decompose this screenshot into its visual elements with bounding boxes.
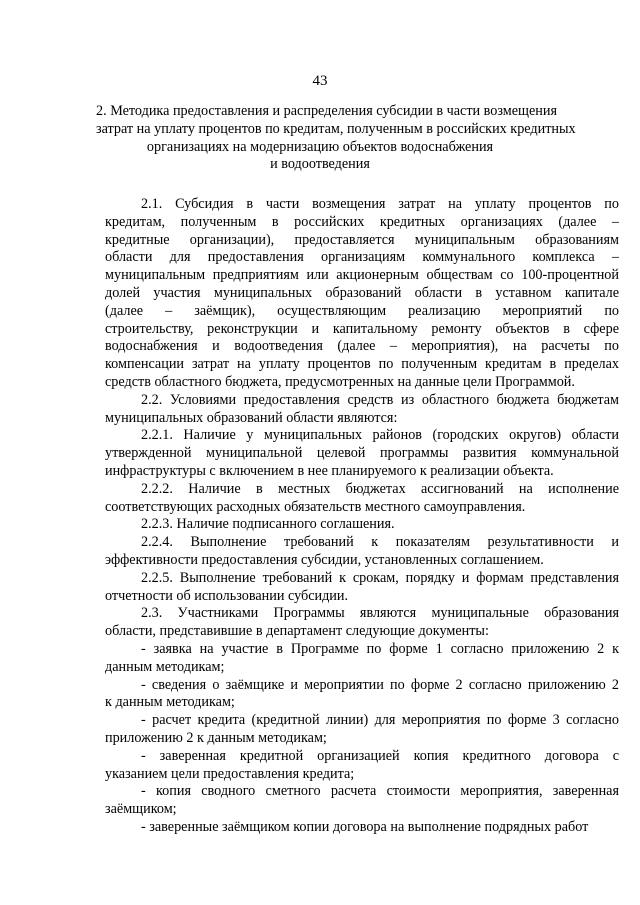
document-body xyxy=(105,196,619,837)
section-title xyxy=(96,103,576,174)
paragraph-line: 2.2. Условиями предоставления средств из областного бюджета бюджетам xyxy=(141,391,619,408)
paragraph xyxy=(105,516,619,534)
paragraph-line: инфраструктуры с включением в нее планируемого к реализации объекта. xyxy=(105,462,554,479)
paragraph-line: строительству, реконструкции и капитальному ремонту объектов в сфере xyxy=(105,320,619,337)
section-title-line: и водоотведения xyxy=(270,156,370,173)
paragraph-line: указанием цели предоставления кредита; xyxy=(105,765,355,782)
paragraph-line: - сведения о заёмщике и мероприятии по форме 2 согласно приложению 2 xyxy=(141,676,619,693)
paragraph-line: муниципальных образований области являются: xyxy=(105,409,398,426)
paragraph-line: отчетности об использовании субсидии. xyxy=(105,587,349,604)
paragraph xyxy=(105,819,619,837)
paragraph-line: водоснабжения и водоотведения (далее – мероприятия), на расчеты по xyxy=(105,338,619,355)
paragraph-line: 2.2.4. Выполнение требований к показателям результативности и xyxy=(141,534,619,551)
paragraph xyxy=(105,196,619,392)
paragraph-line: заёмщиком; xyxy=(105,801,177,818)
paragraph-line: 2.1. Субсидия в части возмещения затрат на уплату процентов по xyxy=(141,196,619,212)
paragraph xyxy=(105,783,619,819)
paragraph-line: области, представившие в департамент следующие документы: xyxy=(105,623,489,640)
paragraph-line: области для предоставления организациям коммунального комплекса – xyxy=(105,249,619,266)
paragraph xyxy=(105,641,619,677)
paragraph-line: муниципальным предприятиям или акционерным обществам со 100-процентной xyxy=(105,267,619,284)
paragraph-line: соответствующих расходных обязательств местного самоуправления. xyxy=(105,498,526,515)
paragraph-line: к данным методикам; xyxy=(105,694,235,711)
paragraph-line: - заверенные заёмщиком копии договора на выполнение подрядных работ xyxy=(141,818,589,835)
paragraph-line: компенсации затрат на уплату процентов по полученным кредитам в пределах xyxy=(105,356,619,373)
section-title-line: организациях на модернизацию объектов водоснабжения xyxy=(146,138,494,155)
paragraph xyxy=(105,605,619,641)
page-number: 43 xyxy=(312,73,328,89)
paragraph xyxy=(105,427,619,480)
paragraph-line: - заверенная кредитной организацией копия кредитного договора с xyxy=(141,747,619,764)
paragraph xyxy=(105,570,619,606)
paragraph-line: приложению 2 к данным методикам; xyxy=(105,729,327,746)
paragraph-line: утвержденной муниципальной целевой программы развития коммунальной xyxy=(105,445,619,462)
paragraph-line: 2.2.5. Выполнение требований к срокам, порядку и формам представления xyxy=(141,569,619,586)
paragraph xyxy=(105,481,619,517)
paragraph-line: - копия сводного сметного расчета стоимости мероприятия, заверенная xyxy=(141,783,619,800)
paragraph-line: 2.3. Участниками Программы являются муниципальные образования xyxy=(141,605,619,622)
section-title-line: затрат на уплату процентов по кредитам, полученным в российских кредитных xyxy=(96,120,576,137)
paragraph xyxy=(105,677,619,713)
paragraph-line: (далее – заёмщик), осуществляющим реализацию мероприятий по xyxy=(105,302,619,319)
paragraph-line: - заявка на участие в Программе по форме 1 согласно приложению 2 к xyxy=(141,640,619,657)
paragraph-line: 2.2.1. Наличие у муниципальных районов (городских округов) области xyxy=(141,427,619,444)
section-title-line: 2. Методика предоставления и распределения субсидии в части возмещения xyxy=(96,103,557,119)
paragraph-line: - расчет кредита (кредитной линии) для мероприятия по форме 3 согласно xyxy=(141,712,619,729)
paragraph xyxy=(105,392,619,428)
paragraph-line: 2.2.3. Наличие подписанного соглашения. xyxy=(141,516,395,533)
paragraph xyxy=(105,748,619,784)
paragraph-line: кредитные организации), предоставляется муниципальным образованиям xyxy=(105,231,619,248)
paragraph-line: 2.2.2. Наличие в местных бюджетах ассигнований на исполнение xyxy=(141,480,619,497)
paragraph-line: кредитам, полученным в российских кредитных организациях (далее – xyxy=(105,213,619,230)
paragraph-line: данным методикам; xyxy=(105,658,225,675)
paragraph xyxy=(105,534,619,570)
paragraph-line: средств областного бюджета, предусмотренных на данные цели Программой. xyxy=(105,373,575,390)
paragraph xyxy=(105,712,619,748)
paragraph-line: долей участия муниципальных образований области в уставном капитале xyxy=(105,284,619,301)
paragraph-line: эффективности предоставления субсидии, установленных соглашением. xyxy=(105,551,544,568)
